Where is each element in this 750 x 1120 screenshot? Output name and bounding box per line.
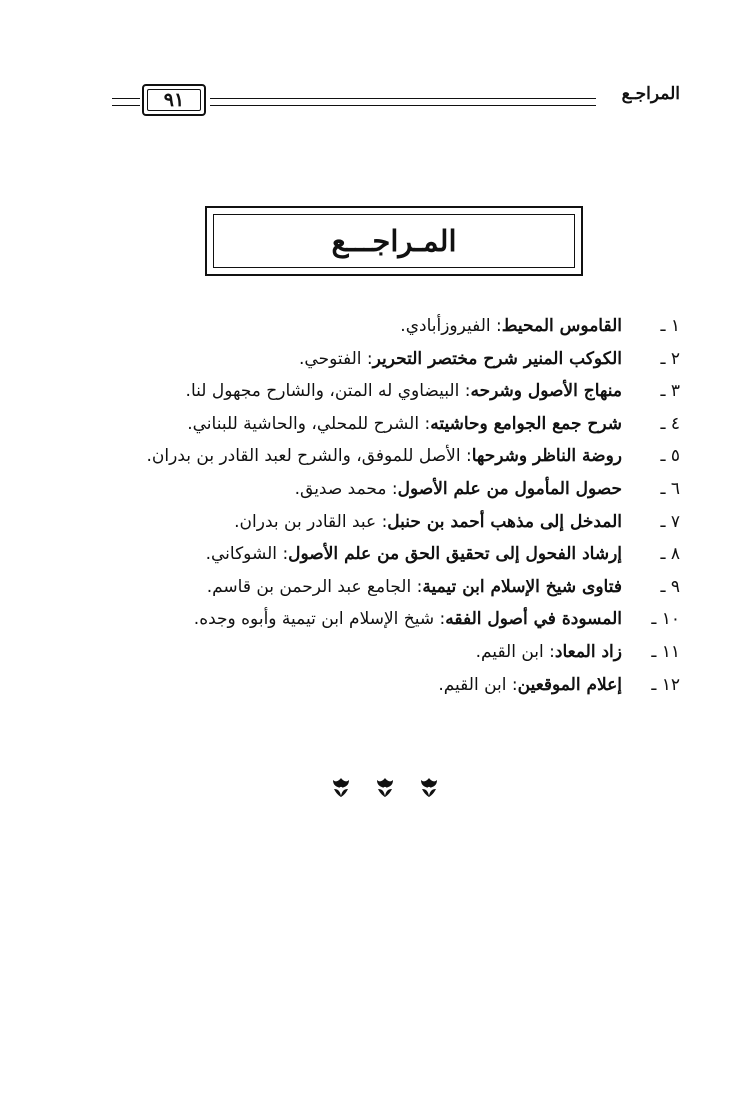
- reference-item: [110, 506, 680, 539]
- reference-number: ٤ ـ: [660, 413, 680, 434]
- reference-separator: :: [391, 478, 398, 499]
- reference-author: ابن القيم.: [438, 674, 512, 695]
- reference-author: الجامع عبد الرحمن بن قاسم.: [206, 576, 417, 597]
- reference-number: ٢ ـ: [660, 348, 680, 369]
- reference-item: [110, 538, 680, 571]
- reference-title: المسودة في أصول الفقه: [445, 609, 622, 630]
- running-header: [112, 82, 680, 124]
- reference-separator: :: [424, 413, 431, 434]
- reference-text: [110, 310, 622, 343]
- reference-text: [110, 603, 622, 636]
- reference-number: ٧ ـ: [660, 511, 680, 532]
- end-ornament: [330, 772, 440, 802]
- header-double-rule-short: [112, 98, 140, 106]
- reference-author: الشوكاني.: [205, 544, 283, 565]
- reference-item: [110, 343, 680, 376]
- reference-title: إرشاد الفحول إلى تحقيق الحق من علم الأصول: [288, 544, 622, 565]
- section-title: المـراجـــع: [331, 224, 457, 258]
- reference-text: [110, 636, 622, 669]
- reference-number: ٥ ـ: [660, 446, 680, 467]
- reference-item: [110, 440, 680, 473]
- reference-item: [110, 603, 680, 636]
- reference-author: البيضاوي له المتن، والشارح مجهول لنا.: [185, 381, 465, 402]
- page-number-box: [142, 84, 206, 116]
- floral-ornament-icon: [330, 776, 352, 798]
- reference-separator: :: [465, 446, 472, 467]
- reference-item: [110, 636, 680, 669]
- reference-title: إعلام الموقعين: [517, 674, 622, 695]
- reference-number: ١٢ ـ: [651, 674, 680, 695]
- reference-text: [110, 375, 622, 408]
- reference-separator: :: [496, 316, 502, 336]
- reference-title: المدخل إلى مذهب أحمد بن حنبل: [387, 511, 622, 532]
- reference-title: حصول المأمول من علم الأصول: [397, 478, 622, 499]
- reference-item: [110, 310, 680, 343]
- reference-number: ٣ ـ: [660, 381, 680, 402]
- reference-separator: :: [366, 348, 373, 369]
- reference-item: [110, 473, 680, 506]
- reference-separator: :: [416, 576, 423, 597]
- reference-separator: :: [282, 544, 289, 565]
- reference-list: [110, 310, 680, 701]
- reference-title: القاموس المحيط: [501, 316, 622, 336]
- reference-author: ابن القيم.: [475, 641, 550, 662]
- reference-item: [110, 375, 680, 408]
- reference-text: [110, 538, 622, 571]
- reference-title: شرح جمع الجوامع وحاشيته: [430, 413, 622, 434]
- reference-number: ١١ ـ: [651, 641, 680, 662]
- reference-number: ١٠ ـ: [651, 609, 680, 630]
- reference-item: [110, 669, 680, 702]
- reference-text: [110, 571, 622, 604]
- reference-text: [110, 473, 622, 506]
- reference-separator: :: [439, 609, 446, 630]
- reference-separator: :: [464, 381, 471, 402]
- section-title-frame: [205, 206, 583, 276]
- floral-ornament-icon: [418, 776, 440, 798]
- page-number: ٩١: [163, 89, 185, 111]
- header-title: المراجـع: [621, 84, 680, 104]
- reference-author: عبد القادر بن بدران.: [234, 511, 382, 532]
- reference-number: ٩ ـ: [660, 576, 680, 597]
- reference-item: [110, 408, 680, 441]
- reference-title: الكوكب المنير شرح مختصر التحرير: [372, 348, 622, 369]
- reference-author: الفتوحي.: [299, 348, 367, 369]
- reference-author: الأصل للموفق، والشرح لعبد القادر بن بدران.: [146, 446, 466, 467]
- reference-author: الشرح للمحلي، والحاشية للبناني.: [187, 413, 425, 434]
- reference-separator: :: [549, 641, 555, 662]
- reference-separator: :: [511, 674, 518, 695]
- floral-ornament-icon: [374, 776, 396, 798]
- reference-title: زاد المعاد: [554, 641, 622, 662]
- reference-text: [110, 506, 622, 539]
- reference-item: [110, 571, 680, 604]
- reference-text: [110, 440, 622, 473]
- reference-number: ٦ ـ: [660, 478, 680, 499]
- reference-title: روضة الناظر وشرحها: [471, 446, 622, 467]
- reference-separator: :: [381, 511, 388, 532]
- reference-title: منهاج الأصول وشرحه: [470, 381, 622, 402]
- reference-text: [110, 669, 622, 702]
- reference-number: ١ ـ: [660, 316, 680, 336]
- header-double-rule: [210, 98, 596, 106]
- reference-author: محمد صديق.: [294, 478, 392, 499]
- reference-title: فتاوى شيخ الإسلام ابن تيمية: [422, 576, 622, 597]
- reference-author: شيخ الإسلام ابن تيمية وأبوه وجده.: [193, 609, 440, 630]
- reference-number: ٨ ـ: [660, 544, 680, 565]
- reference-text: [110, 408, 622, 441]
- reference-author: الفيروزأبادي.: [400, 316, 497, 336]
- reference-text: [110, 343, 622, 376]
